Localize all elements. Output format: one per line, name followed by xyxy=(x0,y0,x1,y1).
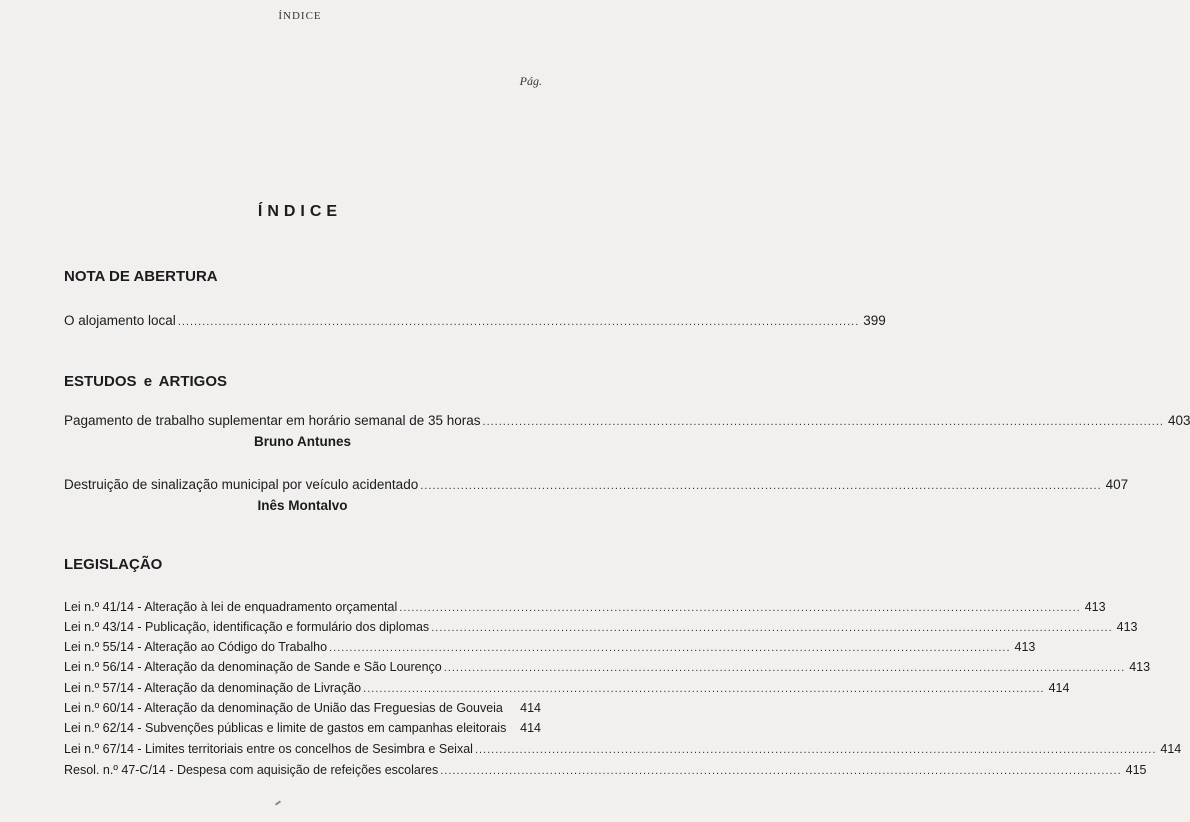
page-column-label: Pág. xyxy=(519,74,542,88)
page-number: 414 xyxy=(1160,742,1182,756)
entry-title: O alojamento local xyxy=(64,313,176,328)
toc-entry[interactable] xyxy=(64,477,1129,495)
section-heading-legislacao: LEGISLAÇÃO xyxy=(64,556,163,573)
dot-leader: ........................................................................................................................................................................ xyxy=(329,642,1011,654)
toc-entry[interactable] xyxy=(64,413,1190,431)
entry-title: Destruição de sinalização municipal por veículo acidentado xyxy=(64,477,419,492)
dot-leader: ........................................................................................................................................................................ xyxy=(443,662,1126,674)
toc-entry[interactable] xyxy=(64,313,886,331)
entry-title: Lei n.º 41/14 - Alteração à lei de enquadramento orçamental xyxy=(64,600,398,614)
toc-entry[interactable] xyxy=(64,600,1106,618)
toc-entry[interactable] xyxy=(64,640,1036,658)
entry-title: Lei n.º 60/14 - Alteração da denominação de União das Freguesias de Gouveia xyxy=(64,701,503,715)
entry-author: Bruno Antunes xyxy=(254,434,351,449)
heading-word: ESTUDOS xyxy=(64,373,137,390)
page-number: 399 xyxy=(863,313,886,328)
entry-title: Lei n.º 43/14 - Publicação, identificação e formulário dos diplomas xyxy=(64,620,430,634)
dot-leader: ........................................................................................................................................................................ xyxy=(474,744,1157,756)
heading-conjunction: e xyxy=(143,373,153,390)
dot-leader: ........................................................................................................................................................................ xyxy=(177,316,860,328)
page-number: 413 xyxy=(1014,640,1036,654)
running-head: ÍNDICE xyxy=(278,10,322,22)
page-number: 413 xyxy=(1116,620,1138,634)
page-number: 414 xyxy=(520,721,541,735)
toc-entry[interactable] xyxy=(64,620,1138,638)
toc-entry[interactable] xyxy=(64,721,541,739)
toc-entry[interactable] xyxy=(64,763,1147,781)
toc-entry[interactable] xyxy=(64,742,1182,760)
toc-entry[interactable] xyxy=(64,681,1070,699)
dot-leader: ........................................................................................................................................................................ xyxy=(440,765,1122,777)
entry-title: Lei n.º 67/14 - Limites territoriais entre os concelhos de Sesimbra e Seixal xyxy=(64,742,473,756)
ink-speck xyxy=(275,800,281,805)
entry-author: Inês Montalvo xyxy=(257,498,348,513)
page-number: 407 xyxy=(1105,477,1129,492)
section-heading-nota: NOTA DE ABERTURA xyxy=(64,268,218,285)
page-title: ÍNDICE xyxy=(257,203,343,220)
page-number: 414 xyxy=(1048,681,1070,695)
heading-word: ARTIGOS xyxy=(158,373,227,390)
section-heading-estudos xyxy=(64,373,227,390)
page-number: 413 xyxy=(1084,600,1106,614)
page-number: 415 xyxy=(1125,763,1147,777)
entry-title: Pagamento de trabalho suplementar em horário semanal de 35 horas xyxy=(64,413,481,428)
dot-leader: ........................................................................................................................................................................ xyxy=(482,416,1164,428)
dot-leader: ........................................................................................................................................................................ xyxy=(399,602,1081,614)
page-number: 414 xyxy=(520,701,541,715)
entry-title: Lei n.º 56/14 - Alteração da denominação de Sande e São Lourenço xyxy=(64,660,442,674)
toc-entry[interactable] xyxy=(64,701,541,719)
entry-title: Lei n.º 62/14 - Subvenções públicas e limite de gastos em campanhas eleitorais xyxy=(64,721,507,735)
entry-title: Lei n.º 55/14 - Alteração ao Código do Trabalho xyxy=(64,640,328,654)
dot-leader: ........................................................................................................................................................................ xyxy=(420,480,1102,492)
entry-title: Lei n.º 57/14 - Alteração da denominação de Livração xyxy=(64,681,362,695)
dot-leader: ........................................................................................................................................................................ xyxy=(363,683,1045,695)
page-number: 403 xyxy=(1167,413,1190,428)
entry-title: Resol. n.º 47-C/14 - Despesa com aquisição de refeições escolares xyxy=(64,763,439,777)
dot-leader: ........................................................................................................................................................................ xyxy=(431,622,1113,634)
page-number: 413 xyxy=(1129,660,1151,674)
toc-entry[interactable] xyxy=(64,660,1151,678)
